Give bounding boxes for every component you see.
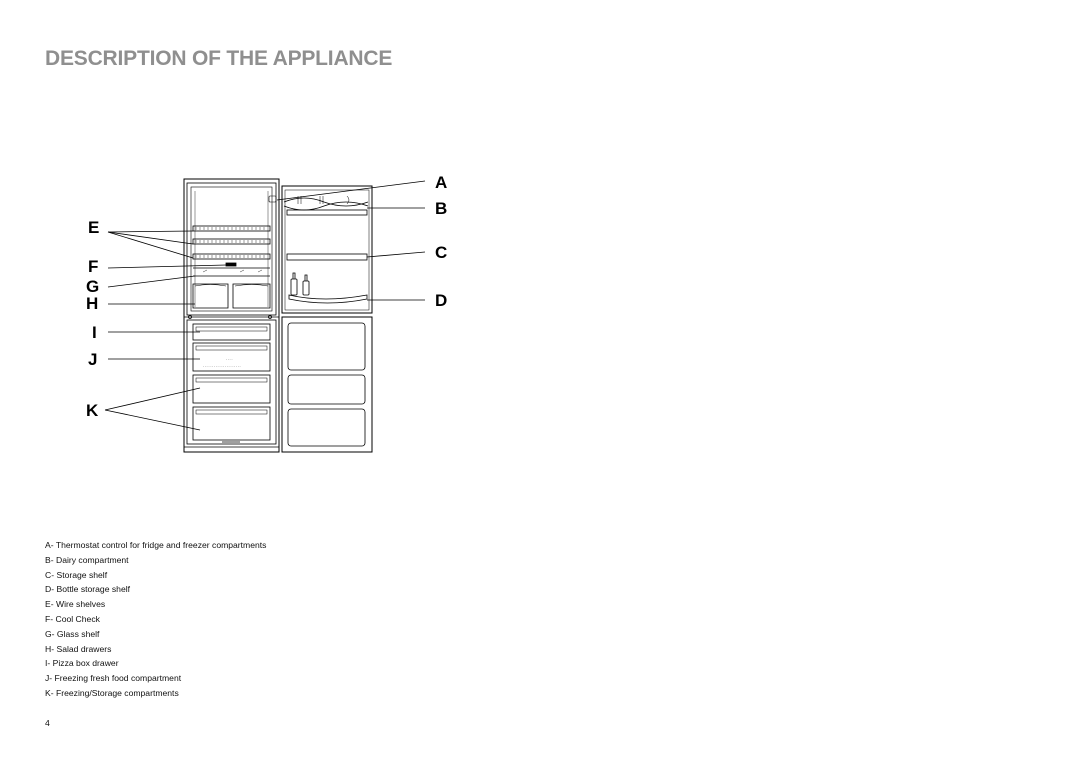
cabinet-body [184, 179, 279, 452]
legend-item-b: B- Dairy compartment [45, 554, 129, 565]
dairy-compartment [287, 210, 367, 215]
legend-item-g: G- Glass shelf [45, 628, 100, 639]
door-lower [282, 317, 372, 452]
legend-item-k: K- Freezing/Storage compartments [45, 687, 179, 698]
callout-j: J [88, 350, 98, 369]
bottle-storage-shelf [289, 273, 367, 303]
page-number: 4 [45, 718, 50, 728]
callout-h: H [86, 294, 99, 313]
callout-k: K [86, 401, 99, 420]
leader-lines [105, 181, 425, 430]
callout-i: I [92, 323, 97, 342]
legend-item-h: H- Salad drawers [45, 643, 112, 654]
callout-f: F [88, 257, 99, 276]
callout-d: D [435, 291, 448, 310]
drawer-print-1: - - - - [226, 357, 233, 361]
page-title: DESCRIPTION OF THE APPLIANCE [45, 47, 393, 70]
legend-item-a: A- Thermostat control for fridge and freezer compartments [45, 540, 267, 550]
freezer-drawers [193, 324, 270, 442]
legend-item-i: I- Pizza box drawer [45, 658, 119, 669]
legend-item-e: E- Wire shelves [45, 599, 106, 610]
legend-item-j: J- Freezing fresh food compartment [45, 673, 182, 684]
salad-drawers [193, 284, 270, 308]
legend-item-d: D- Bottle storage shelf [45, 584, 131, 595]
callout-e: E [88, 218, 100, 237]
drawer-print-2: - - - - - - - - - - - - - - - - - - - - - [203, 364, 241, 368]
legend-item-c: C- Storage shelf [45, 569, 108, 580]
storage-shelf [287, 254, 367, 260]
callout-c: C [435, 243, 448, 262]
legend-list [45, 538, 266, 701]
callout-g: G [86, 277, 100, 296]
cool-check-indicator [226, 263, 236, 266]
wire-shelves [193, 226, 270, 259]
callout-b: B [435, 199, 448, 218]
callout-a: A [435, 173, 448, 192]
legend-item-f: F- Cool Check [45, 613, 100, 624]
